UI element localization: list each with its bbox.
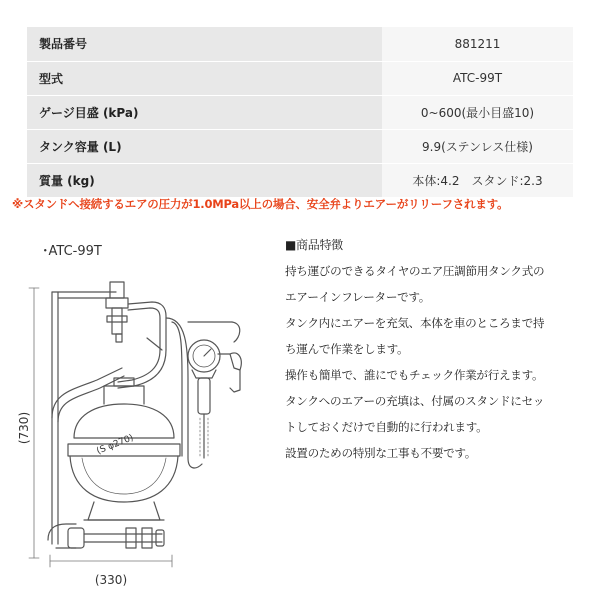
feature-line: タンクへのエアーの充填は、付属のスタンドにセッ — [285, 394, 545, 408]
features-heading: ■商品特徴 — [285, 238, 343, 252]
spec-label: 製品番号 — [27, 27, 382, 61]
spec-row-tank-capacity — [27, 129, 573, 163]
spec-table — [27, 27, 573, 198]
spec-value: 0~600(最小目盛10) — [382, 95, 573, 129]
feature-line: トしておくだけで自動的に行われます。 — [285, 420, 488, 434]
width-dimension-label: (330) — [94, 573, 128, 587]
spec-label: 質量 (kg) — [27, 163, 382, 197]
spec-row-gauge-scale — [27, 95, 573, 129]
product-diagram — [12, 258, 272, 590]
base-pipe — [48, 524, 164, 548]
spec-value: 本体:4.2 スタンド:2.3 — [382, 163, 573, 197]
spec-row-product-number — [27, 27, 573, 61]
spec-value: 881211 — [382, 27, 573, 61]
width-dimension-line — [50, 555, 172, 567]
tank-diameter-label: (S φ270) — [95, 433, 136, 457]
pressure-gauge — [188, 322, 241, 458]
spec-label: 型式 — [27, 61, 382, 95]
spec-label: ゲージ目盛 (kPa) — [27, 95, 382, 129]
feature-line: 操作も簡単で、誰にでもチェック作業が行えます。 — [285, 368, 544, 382]
spec-value: 9.9(ステンレス仕様) — [382, 129, 573, 163]
feature-line: 設置のための特別な工事も不要です。 — [285, 446, 477, 460]
feature-line: エアーインフレーターです。 — [285, 290, 431, 304]
relief-warning: ※スタンドへ接続するエアの圧力が1.0MPa以上の場合、安全弁よりエアーがリリーフされます。 — [12, 197, 509, 211]
diagram-caption: ･ATC-99T — [42, 244, 102, 259]
hose — [166, 318, 202, 468]
valve-assembly — [106, 282, 166, 388]
spec-label: タンク容量 (L) — [27, 129, 382, 163]
spec-value: ATC-99T — [382, 61, 573, 95]
tank-body — [68, 378, 180, 520]
feature-line: 持ち運びのできるタイヤのエア圧調節用タンク式の — [285, 264, 545, 278]
spec-row-model — [27, 61, 573, 95]
height-dimension-label: (730) — [17, 411, 31, 445]
spec-row-weight — [27, 163, 573, 197]
feature-line: ち運んで作業をします。 — [285, 342, 409, 356]
product-features — [285, 236, 585, 466]
feature-line: タンク内にエアーを充気、本体を車のところまで持 — [285, 316, 545, 330]
stand-pipe — [52, 292, 124, 544]
